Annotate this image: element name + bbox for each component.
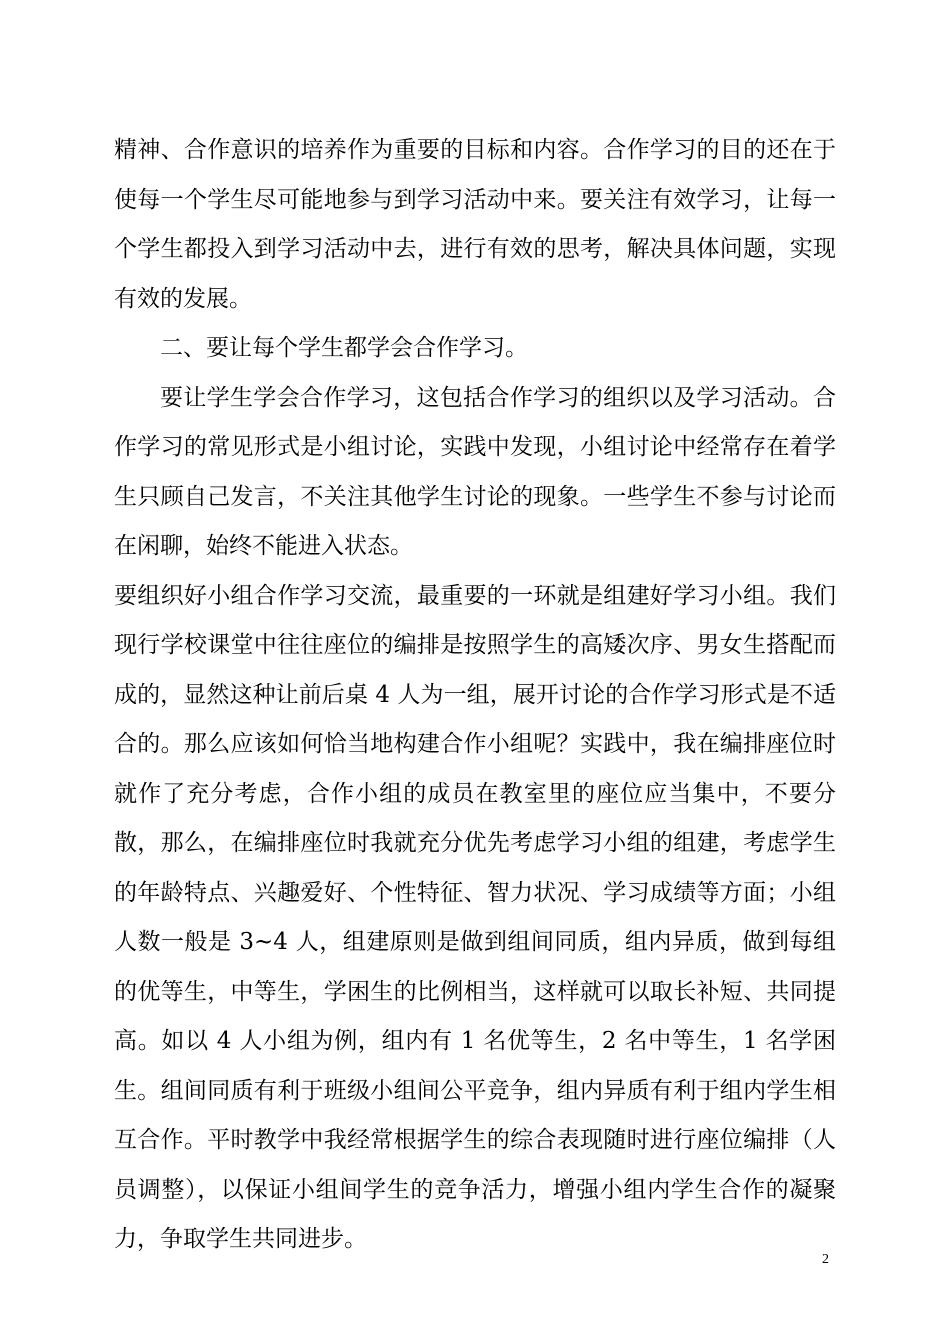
document-body: [114, 126, 836, 1265]
paragraph-continuation: 精神、合作意识的培养作为重要的目标和内容。合作学习的目的还在于使每一个学生尽可能地参与到学习活动中来。要关注有效学习，让每一个学生都投入到学习活动中去，进行有效的思考，解决具体问题，实现有效的发展。: [114, 137, 836, 312]
section-heading: 二、要让每个学生都学会合作学习。: [160, 335, 528, 361]
page-number: 2: [822, 1252, 829, 1267]
paragraph-cooperative-learning: 要让学生学会合作学习，这包括合作学习的组织以及学习活动。合作学习的常见形式是小组讨论，实践中发现，小组讨论中经常存在着学生只顾自己发言，不关注其他学生讨论的现象。一些学生不参与讨论而在闲聊，始终不能进入状态。: [114, 384, 836, 559]
paragraph-group-formation: 要组织好小组合作学习交流，最重要的一环就是组建好学习小组。我们现行学校课堂中往往座位的编排是按照学生的高矮次序、男女生搭配而成的，显然这种让前后桌 4 人为一组，展开讨论的合作学习形式是不适合的。那么应该如何恰当地构建合作小组呢？实践中，我在编排座位时就作了充分考虑，合作小组的成员在教室里的座位应当集中，不要分散，那么，在编排座位时我就充分优先考虑学习小组的组建，考虑学生的年龄特点、兴趣爱好、个性特征、智力状况、学习成绩等方面；小组人数一般是 3~4 人，组建原则是做到组间同质，组内异质，做到每组的优等生，中等生，学困生的比例相当，这样就可以取长补短、共同提高。如以 4 人小组为例，组内有 1 名优等生，2 名中等生，1 名学困生。组间同质有利于班级小组间公平竞争，组内异质有利于组内学生相互合作。平时教学中我经常根据学生的综合表现随时进行座位编排（人员调整），以保证小组间学生的竞争活力，增强小组内学生合作的凝聚力，争取学生共同进步。: [114, 582, 836, 1252]
